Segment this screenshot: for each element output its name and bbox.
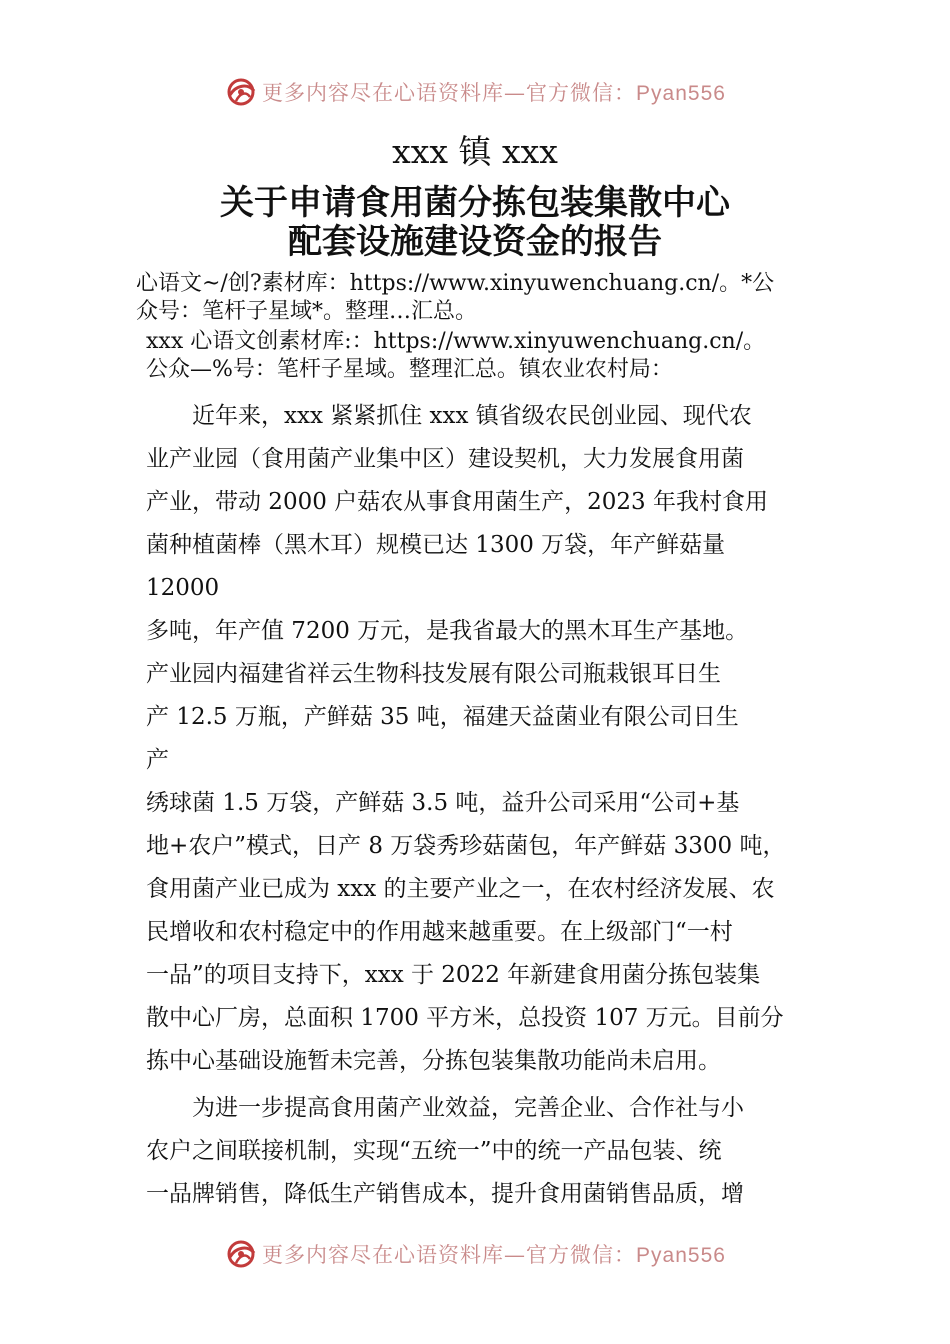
- title-line-2: 关于申请食用菌分拣包装集散中心: [220, 183, 730, 223]
- paragraph-line: 食用菌产业已成为 xxx 的主要产业之一，在农村经济发展、农: [146, 876, 775, 902]
- noise-line-4: 公众—%号：笔杆子星域。整理汇总。镇农业农村局：: [146, 357, 673, 382]
- title-line-3: 配套设施建设资金的报告: [288, 222, 662, 262]
- paragraph-line: 产业园内福建省祥云生物科技发展有限公司瓶栽银耳日生: [146, 661, 721, 687]
- paragraph-line: 民增收和农村稳定中的作用越来越重要。在上级部门“一村: [146, 919, 733, 945]
- paragraph-line: 业产业园（食用菌产业集中区）建设契机，大力发展食用菌: [146, 446, 744, 472]
- paragraph-1: [146, 395, 826, 1083]
- header-banner-text: 更多内容尽在心语资料库—官方微信：Pyan556: [262, 81, 726, 105]
- paragraph-line: 地+农户”模式，日产 8 万袋秀珍菇菌包，年产鲜菇 3300 吨，: [146, 833, 786, 859]
- paragraph-line: 为进一步提高食用菌产业效益，完善企业、合作社与小: [146, 1095, 744, 1121]
- paragraph-line: 近年来，xxx 紧紧抓住 xxx 镇省级农民创业园、现代农: [146, 403, 752, 429]
- paragraph-line: 12000: [146, 575, 220, 601]
- title-line-1: xxx 镇 xxx: [392, 132, 558, 171]
- noise-line-2: 众号：笔杆子星域*。整理…汇总。: [136, 299, 478, 324]
- header-banner: [0, 70, 950, 114]
- paragraph-line: 菌种植菌棒（黑木耳）规模已达 1300 万袋，年产鲜菇量: [146, 532, 726, 558]
- footer-banner-text: 更多内容尽在心语资料库—官方微信：Pyan556: [262, 1243, 726, 1267]
- wechat-id: Pyan556: [636, 82, 726, 105]
- swirl-logo-icon: [224, 1237, 258, 1271]
- paragraph-line: 一品牌销售，降低生产销售成本，提升食用菌销售品质，增: [146, 1181, 744, 1207]
- paragraph-line: 产: [146, 747, 169, 773]
- paragraph-2: [146, 1087, 826, 1216]
- paragraph-line: 产 12.5 万瓶，产鲜菇 35 吨，福建天益菌业有限公司日生: [146, 704, 739, 730]
- paragraph-line: 产业，带动 2000 户菇农从事食用菌生产，2023 年我村食用: [146, 489, 768, 515]
- paragraph-line: 多吨，年产值 7200 万元，是我省最大的黑木耳生产基地。: [146, 618, 749, 644]
- paragraph-line: 拣中心基础设施暂未完善，分拣包装集散功能尚未启用。: [146, 1048, 721, 1074]
- wechat-id: Pyan556: [636, 1244, 726, 1267]
- paragraph-line: 散中心厂房，总面积 1700 平方米，总投资 107 万元。目前分: [146, 1005, 784, 1031]
- paragraph-line: 一品”的项目支持下，xxx 于 2022 年新建食用菌分拣包装集: [146, 962, 761, 988]
- swirl-logo-icon: [224, 75, 258, 109]
- paragraph-line: 农户之间联接机制，实现“五统一”中的统一产品包装、统: [146, 1138, 722, 1164]
- paragraph-line: 绣球菌 1.5 万袋，产鲜菇 3.5 吨，益升公司采用“公司+基: [146, 790, 740, 816]
- footer-banner: [0, 1232, 950, 1276]
- noise-line-1: 心语文~/创?素材库：https://www.xinyuwenchuang.cn/。*公: [136, 271, 775, 296]
- noise-line-3: xxx 心语文创素材库:：https://www.xinyuwenchuang.cn/。: [146, 329, 766, 354]
